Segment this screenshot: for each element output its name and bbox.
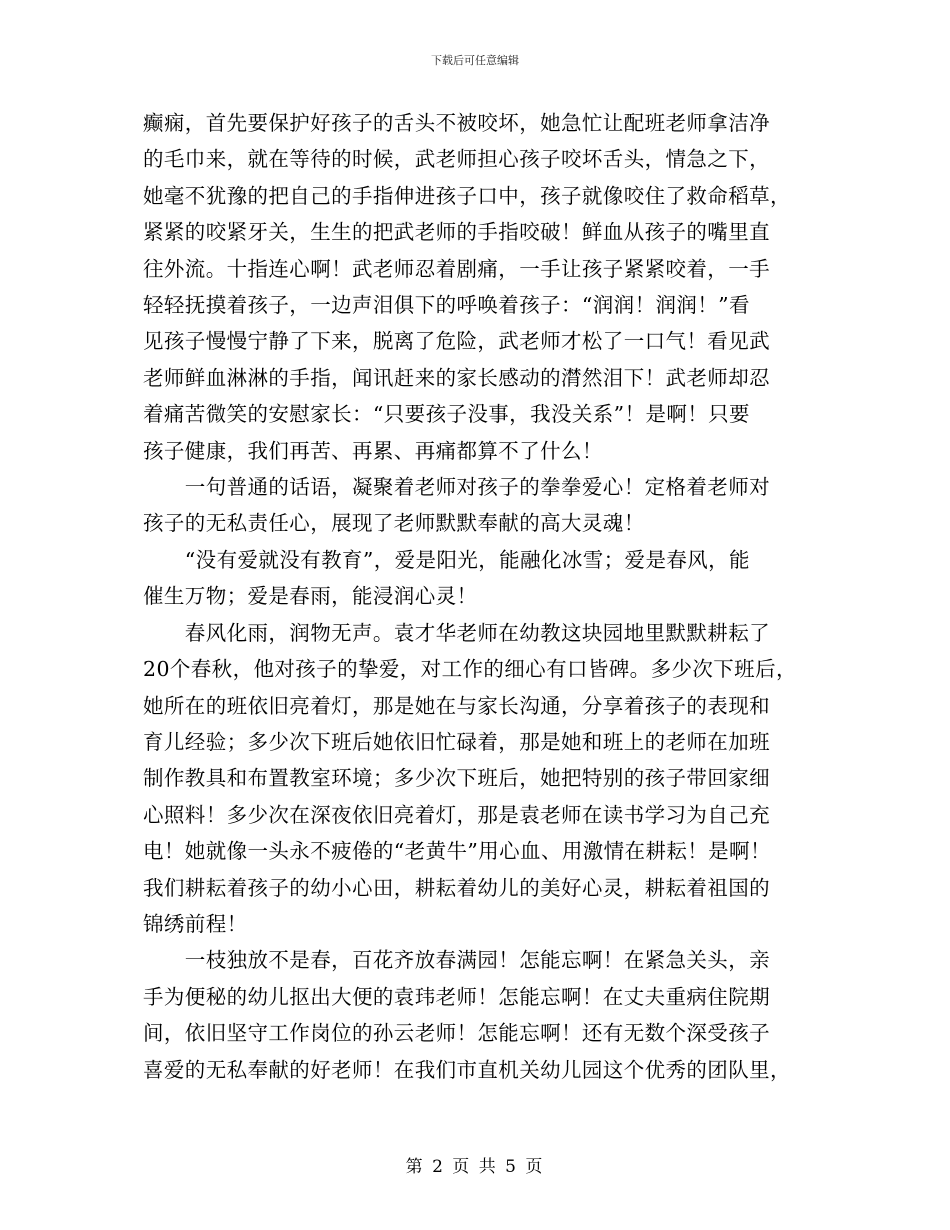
text-line: 孩子的无私责任心，展现了老师默默奉献的高大灵魂！ bbox=[143, 511, 645, 536]
text-line: 见孩子慢慢宁静了下来，脱离了危险，武老师才松了一口气！看见武 bbox=[143, 329, 770, 354]
text-line: 春风化雨，润物无声。袁才华老师在幼教这块园地里默默耕耘了 bbox=[143, 620, 770, 645]
text-line: 催生万物；爱是春雨，能浸润心灵！ bbox=[143, 584, 478, 609]
text-line: 锦绣前程！ bbox=[143, 911, 248, 936]
page-number: 第 2 页 共 5 页 bbox=[405, 1157, 545, 1177]
document-body bbox=[143, 105, 807, 1088]
text-line: 手为便秘的幼儿抠出大便的袁玮老师！怎能忘啊！在丈夫重病住院期 bbox=[143, 984, 770, 1009]
text-line: 她毫不犹豫的把自己的手指伸进孩子口中，孩子就像咬住了救命稻草， bbox=[143, 183, 791, 208]
text-line: 轻轻抚摸着孩子，一边声泪俱下的呼唤着孩子：“润润！润润！”看 bbox=[143, 293, 750, 318]
text-line: 着痛苦微笑的安慰家长：“只要孩子没事，我没关系”！是啊！只要 bbox=[143, 402, 750, 427]
text-line: 喜爱的无私奉献的好老师！在我们市直机关幼儿园这个优秀的团队里， bbox=[143, 1057, 791, 1082]
text-line: 一句普通的话语，凝聚着老师对孩子的拳拳爱心！定格着老师对 bbox=[143, 475, 770, 500]
text-line: 紧紧的咬紧牙关，生生的把武老师的手指咬破！鲜血从孩子的嘴里直 bbox=[143, 220, 770, 245]
text-line: 的毛巾来，就在等待的时候，武老师担心孩子咬坏舌头，情急之下， bbox=[143, 147, 770, 172]
text-line: 心照料！多少次在深夜依旧亮着灯，那是袁老师在读书学习为自己充 bbox=[143, 802, 770, 827]
text-line: 往外流。十指连心啊！武老师忍着剧痛，一手让孩子紧紧咬着，一手 bbox=[143, 256, 770, 281]
text-line: 育儿经验；多少次下班后她依旧忙碌着，那是她和班上的老师在加班 bbox=[143, 729, 770, 754]
text-line: “没有爱就没有教育”，爱是阳光，能融化冰雪；爱是春风，能 bbox=[143, 547, 750, 572]
text-line: 间，依旧坚守工作岗位的孙云老师！怎能忘啊！还有无数个深受孩子 bbox=[143, 1021, 770, 1046]
text-line: 一枝独放不是春，百花齐放春满园！怎能忘啊！在紧急关头，亲 bbox=[143, 948, 770, 973]
text-line: 孩子健康，我们再苦、再累、再痛都算不了什么！ bbox=[143, 438, 603, 463]
text-line: 癫痫，首先要保护好孩子的舌头不被咬坏，她急忙让配班老师拿洁净 bbox=[143, 111, 770, 135]
text-line: 她所在的班依旧亮着灯，那是她在与家长沟通，分享着孩子的表现和 bbox=[143, 693, 770, 718]
text-line: 制作教具和布置教室环境；多少次下班后，她把特别的孩子带回家细 bbox=[143, 766, 770, 791]
page-header: 下载后可任意编辑 bbox=[431, 54, 519, 67]
text-line: 我们耕耘着孩子的幼小心田，耕耘着幼儿的美好心灵，耕耘着祖国的 bbox=[143, 875, 770, 900]
text-line: 老师鲜血淋淋的手指，闻讯赶来的家长感动的潸然泪下！武老师却忍 bbox=[143, 365, 770, 390]
text-line: 电！她就像一头永不疲倦的“老黄牛”用心血、用激情在耕耘！是啊！ bbox=[143, 839, 771, 864]
text-line: 20个春秋，他对孩子的挚爱，对工作的细心有口皆碑。多少次下班后， bbox=[143, 657, 797, 682]
